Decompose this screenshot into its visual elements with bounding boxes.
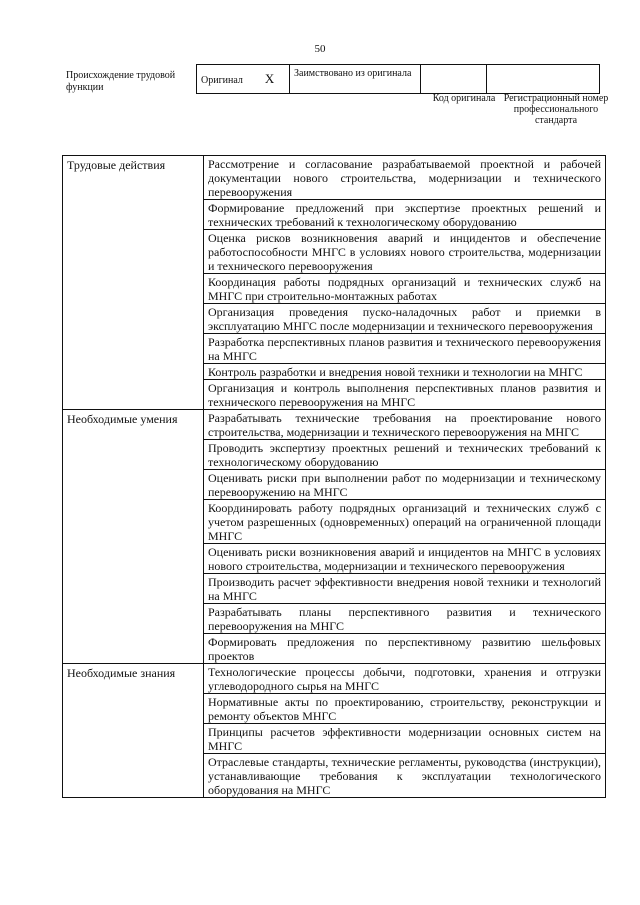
reg-number-caption: Регистрационный номер профессионального стандарта bbox=[503, 93, 609, 126]
list-item: Оценивать риски при выполнении работ по модернизации и техническому перевооружению на МНГС bbox=[204, 469, 605, 499]
original-label: Оригинал bbox=[201, 74, 243, 86]
list-item: Оценка рисков возникновения аварий и инцидентов и обеспечение работоспособности МНГС в условиях нового строительства, модернизации и технического перевооружения bbox=[204, 229, 605, 273]
list-item: Формирование предложений при экспертизе проектных решений и технических требований к технологическому оборудованию bbox=[204, 199, 605, 229]
list-item: Проводить экспертизу проектных решений и технических требований к технологическому оборудованию bbox=[204, 439, 605, 469]
original-mark: X bbox=[264, 70, 275, 86]
origin-label: Происхождение трудовой функции bbox=[66, 70, 176, 93]
list-item: Контроль разработки и внедрения новой техники и технологии на МНГС bbox=[204, 363, 605, 379]
section-items bbox=[204, 156, 606, 410]
list-item: Координация работы подрядных организаций и технических служб на МНГС при строительно-монтажных работах bbox=[204, 273, 605, 303]
section-items bbox=[204, 664, 606, 798]
section-title: Необходимые знания bbox=[63, 664, 204, 798]
list-item: Рассмотрение и согласование разрабатываемой проектной и рабочей документации нового строительства, модернизации и технического перевооружения bbox=[208, 157, 601, 199]
code-caption: Код оригинала bbox=[432, 93, 496, 104]
list-item: Организация проведения пуско-наладочных работ и приемки в эксплуатацию МНГС после модернизации и технического перевооружения bbox=[204, 303, 605, 333]
list-item: Отраслевые стандарты, технические регламенты, руководства (инструкции), устанавливающие требования к эксплуатации технологического оборудования на МНГС bbox=[204, 753, 605, 797]
list-item: Организация и контроль выполнения перспективных планов развития и технического перевооружения на МНГС bbox=[204, 379, 605, 409]
section-row bbox=[63, 156, 606, 410]
page-number: 50 bbox=[314, 43, 326, 55]
list-item: Оценивать риски возникновения аварий и инцидентов на МНГС в условиях нового строительства, модернизации и технического перевооружения bbox=[204, 543, 605, 573]
list-item: Принципы расчетов эффективности модернизации основных систем на МНГС bbox=[204, 723, 605, 753]
reg-number-cell bbox=[487, 65, 600, 94]
section-row bbox=[63, 410, 606, 664]
list-item: Разрабатывать технические требования на проектирование нового строительства, модернизации и технического перевооружения на МНГС bbox=[208, 411, 601, 439]
original-cell bbox=[197, 65, 290, 94]
section-items bbox=[204, 410, 606, 664]
list-item: Координировать работу подрядных организаций и технических служб с учетом разрешенных (одновременных) операций на ограниченной площади МНГС bbox=[204, 499, 605, 543]
list-item: Формировать предложения по перспективному развитию шельфовых проектов bbox=[204, 633, 605, 663]
origin-table bbox=[196, 64, 600, 94]
list-item: Нормативные акты по проектированию, строительству, реконструкции и ремонту объектов МНГС bbox=[204, 693, 605, 723]
list-item: Технологические процессы добычи, подготовки, хранения и отгрузки углеводородного сырья на МНГС bbox=[208, 665, 601, 693]
section-row bbox=[63, 664, 606, 798]
borrowed-cell: Заимствовано из оригинала bbox=[290, 65, 421, 94]
list-item: Разрабатывать планы перспективного развития и технического перевооружения на МНГС bbox=[204, 603, 605, 633]
list-item: Производить расчет эффективности внедрения новой техники и технологий на МНГС bbox=[204, 573, 605, 603]
section-title: Трудовые действия bbox=[63, 156, 204, 410]
section-title: Необходимые умения bbox=[63, 410, 204, 664]
function-table bbox=[62, 155, 606, 798]
code-cell bbox=[421, 65, 487, 94]
list-item: Разработка перспективных планов развития и технического перевооружения на МНГС bbox=[204, 333, 605, 363]
